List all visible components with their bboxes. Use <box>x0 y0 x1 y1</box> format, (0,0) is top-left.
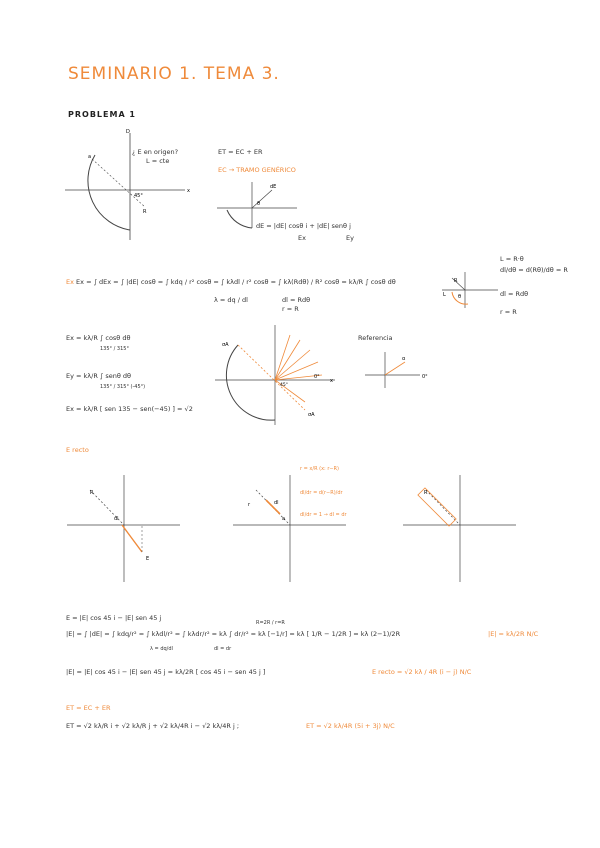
fig1-y-label: D <box>126 129 130 135</box>
fig1-x-label: x <box>187 188 190 194</box>
bottom-line-1: E = |E| cos 45 i − |E| sen 45 j <box>66 614 162 622</box>
dey-label: Ey <box>346 234 354 242</box>
recto-a-dl: dl <box>114 516 119 522</box>
bottom-line-2-result: |E| = kλ/2R N/C <box>488 630 539 638</box>
fig1-angle: 45° <box>134 193 143 199</box>
bottom-line-5: ET = √2 kλ/R i + √2 kλ/R j + √2 kλ/4R i − √2 kλ/4R j ; <box>66 722 240 730</box>
tramo-generico: EC → TRAMO GENÉRICO <box>218 166 296 174</box>
fig3-angle: 45° <box>280 383 288 388</box>
bottom-sub-dl: dl = dr <box>214 646 232 652</box>
recto-c-r: R <box>424 490 428 496</box>
vector-semicircle-figure <box>210 320 340 430</box>
recto-b-a: a <box>282 516 286 522</box>
referencia-label: Referencia <box>358 334 393 342</box>
question-2: L = cte <box>146 157 170 165</box>
referencia-figure <box>360 350 440 390</box>
fig3-x: x <box>330 378 333 384</box>
dex-label: Ex <box>298 234 306 242</box>
sigma-b-label: σA <box>308 412 315 418</box>
ex-sub-r: r = R <box>282 305 299 313</box>
page-title: SEMINARIO 1. TEMA 3. <box>68 64 280 84</box>
fig-r-label: R <box>454 278 458 284</box>
ex-sub-lambda: λ = dq / dl <box>214 296 248 304</box>
fig1-a-label: a <box>88 154 92 160</box>
bottom-line-2-limits: R=2R / r=R <box>256 620 285 626</box>
note-dl: dl = Rdθ <box>500 290 529 298</box>
question-1: ¿ E en origen? <box>132 148 179 156</box>
note-r: r = R <box>500 308 517 316</box>
recto-figure-a <box>62 470 182 585</box>
bottom-line-2: |E| = ∫ |dE| = ∫ kdq/r² = ∫ kλdl/r² = ∫ kλdr/r² = kλ ∫ dr/r² = kλ [−1/r] = kλ [ 1/R − 1/2R ] = kλ (2−1)/2R <box>66 630 401 638</box>
sigma-a-label: σA <box>222 342 229 348</box>
arc-length-figure <box>440 270 500 310</box>
bottom-line-5-result: ET = √2 kλ/4R (5i + 3j) N/C <box>306 722 395 730</box>
recto-figure-c <box>398 470 518 585</box>
ref-o: 0° <box>422 374 428 380</box>
note-l: L = R·θ <box>500 255 524 263</box>
bottom-line-3: |E| = |E| cos 45 i − |E| sen 45 j = kλ/2R [ cos 45 i − sen 45 j ] <box>66 668 266 676</box>
sum-equation: ET = EC + ER <box>218 148 263 156</box>
theta-label: θ <box>257 201 261 207</box>
ex-limits: 135° / 315° <box>100 346 129 352</box>
bottom-line-4: ET = EC + ER <box>66 704 111 712</box>
decomp-equation: dE = |dE| cosθ i + |dE| senθ j <box>256 222 351 230</box>
note-dl-dtheta: dl/dθ = d(Rθ)/dθ = R <box>500 266 568 274</box>
recto-b-dl: dl <box>274 500 279 506</box>
recto-b-dl-dr: dl/dr = d(r−R)/dr <box>300 490 343 496</box>
ex-sub-dl: dl = Rdθ <box>282 296 311 304</box>
bottom-sub-lambda: λ = dq/dl <box>150 646 173 652</box>
recto-b-notes: r = x/R (x: r−R) <box>300 466 339 472</box>
semicircle-figure <box>60 125 200 245</box>
e-recto-label: E recto <box>66 446 89 454</box>
de-label: dE <box>270 184 277 190</box>
ex-integral: Ex = kλ/R ∫ cosθ dθ <box>66 334 131 342</box>
recto-b-dr: dl/dr = 1 → dl = dr <box>300 512 347 518</box>
ey-integral: Ey = kλ/R ∫ senθ dθ <box>66 372 132 380</box>
ref-alpha: α <box>402 356 406 362</box>
recto-figure-b <box>228 470 348 585</box>
ey-limits: 135° / 315° (-45°) <box>100 384 146 390</box>
fig-theta-label: θ <box>458 294 462 300</box>
problem-label: PROBLEMA 1 <box>68 110 136 119</box>
bottom-line-3-result: E recto = √2 kλ / 4R (i − j) N/C <box>372 668 472 676</box>
fig3-o: 0° <box>314 374 320 380</box>
ex-result: Ex = kλ/R [ sen 135 − sen(−45) ] = √2 <box>66 405 193 413</box>
recto-a-e: E <box>146 556 150 562</box>
fig-l-label: L <box>443 292 446 298</box>
fig1-r-label: R <box>143 209 147 215</box>
recto-b-r: r <box>248 502 251 508</box>
ex-integral-line: Ex Ex = ∫ dEx = ∫ |dE| cosθ = ∫ kdq / r² cosθ = ∫ kλdl / r² cosθ = ∫ kλ(Rdθ) / R² cosθ = kλ/R ∫ cosθ dθ <box>66 278 396 286</box>
recto-a-r: R <box>90 490 94 496</box>
